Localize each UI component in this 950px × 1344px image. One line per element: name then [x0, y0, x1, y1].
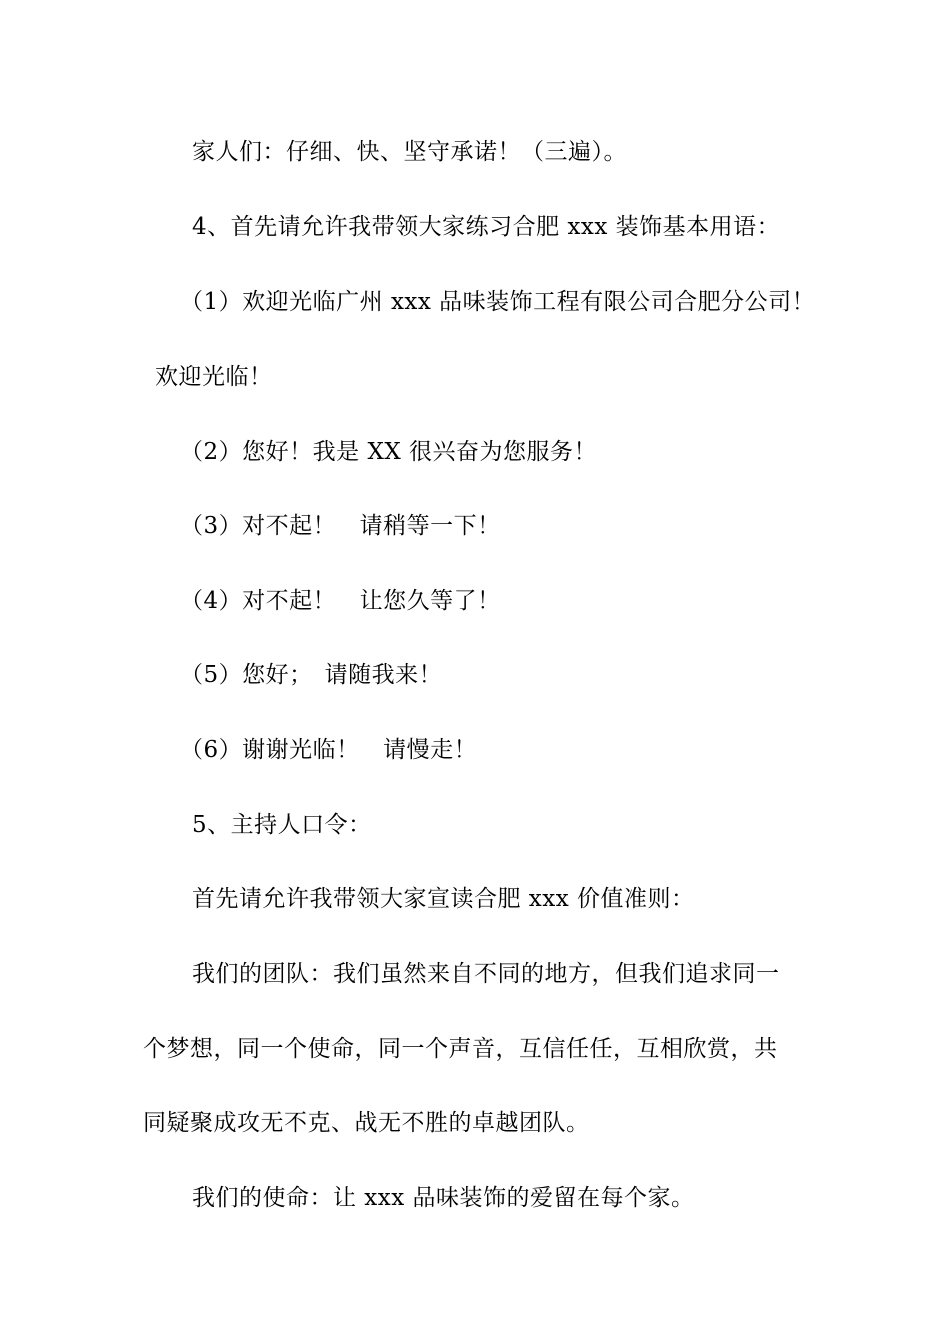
text-line-6: （3）对不起！ 请稍等一下！ [180, 513, 501, 539]
text-line-4: 欢迎光临！ [155, 364, 273, 390]
text-line-8: （5）您好； 请随我来！ [180, 662, 443, 688]
text-line-15: 我们的使命：让 xxx 品味装饰的爱留在每个家。 [192, 1185, 695, 1211]
text-line-1: 家人们：仔细、快、坚守承诺！（三遍）。 [192, 139, 627, 165]
text-line-13: 个梦想，同一个使命，同一个声音，互信任任，互相欣赏，共 [143, 1036, 778, 1062]
text-line-5: （2）您好！我是 XX 很兴奋为您服务！ [180, 439, 598, 465]
text-line-12: 我们的团队：我们虽然来自不同的地方，但我们追求同一 [192, 961, 780, 987]
text-line-10: 5、主持人口令： [192, 812, 372, 838]
text-line-2: 4、首先请允许我带领大家练习合肥 xxx 装饰基本用语： [192, 214, 781, 240]
text-line-9: （6）谢谢光临！ 请慢走！ [180, 737, 478, 763]
text-line-7: （4）对不起！ 让您久等了！ [180, 588, 501, 614]
text-line-11: 首先请允许我带领大家宣读合肥 xxx 价值准则： [192, 886, 695, 912]
text-line-3: （1）欢迎光临广州 xxx 品味装饰工程有限公司合肥分公司！ [180, 289, 816, 315]
text-line-14: 同疑聚成攻无不克、战无不胜的卓越团队。 [143, 1110, 590, 1136]
